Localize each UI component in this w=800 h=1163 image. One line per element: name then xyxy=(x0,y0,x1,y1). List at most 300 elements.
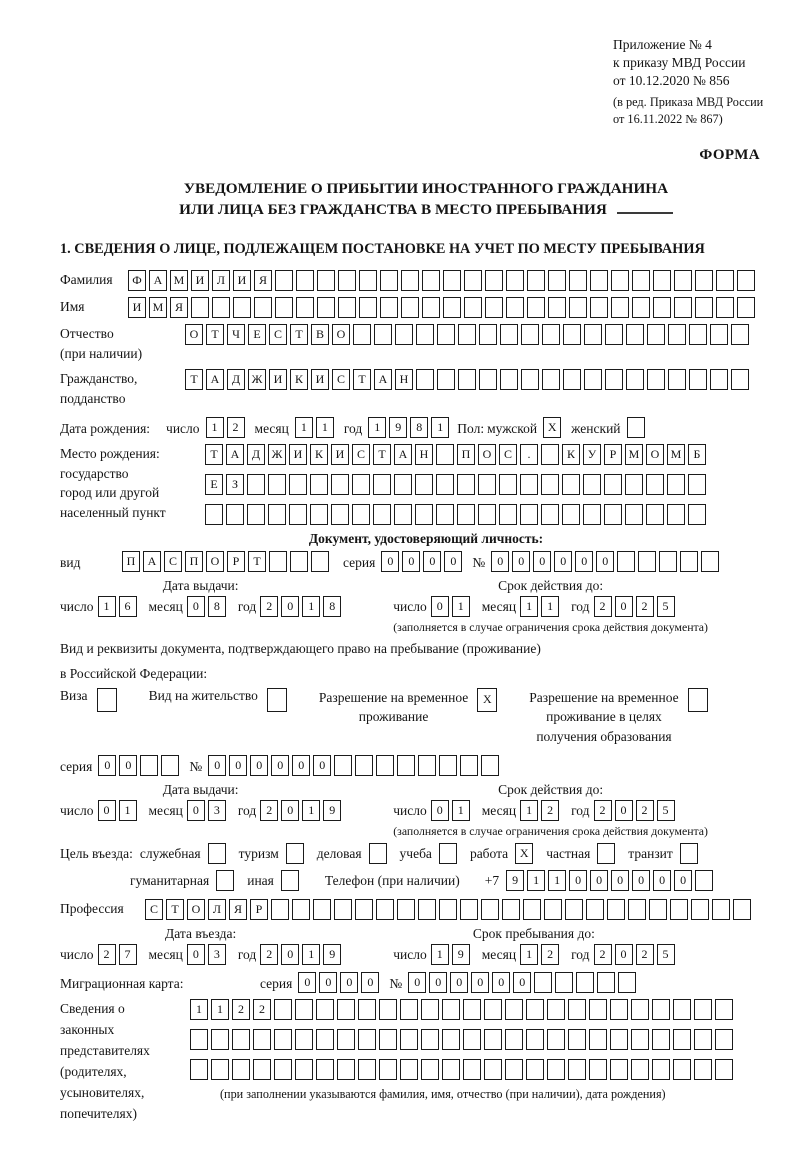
char-box[interactable]: 1 xyxy=(295,417,313,438)
char-box[interactable] xyxy=(212,297,230,318)
char-box[interactable]: А xyxy=(226,444,244,465)
char-box[interactable]: 1 xyxy=(548,870,566,891)
char-box[interactable]: 2 xyxy=(594,944,612,965)
char-box[interactable]: Ж xyxy=(248,369,266,390)
char-box[interactable] xyxy=(584,369,602,390)
char-box[interactable]: К xyxy=(310,444,328,465)
char-box[interactable] xyxy=(394,474,412,495)
char-box[interactable]: 5 xyxy=(657,596,675,617)
char-box[interactable]: 3 xyxy=(208,944,226,965)
char-box[interactable]: Е xyxy=(205,474,223,495)
char-box[interactable] xyxy=(673,1029,691,1050)
char-box[interactable] xyxy=(415,474,433,495)
char-box[interactable]: 0 xyxy=(402,551,420,572)
char-box[interactable]: 8 xyxy=(208,596,226,617)
char-box[interactable] xyxy=(484,999,502,1020)
char-box[interactable] xyxy=(281,870,299,891)
char-box[interactable]: 1 xyxy=(302,596,320,617)
char-box[interactable] xyxy=(290,551,308,572)
purpose-transit-checkbox[interactable] xyxy=(680,843,698,864)
char-box[interactable]: 2 xyxy=(594,596,612,617)
char-box[interactable] xyxy=(460,755,478,776)
char-box[interactable] xyxy=(205,504,223,525)
char-box[interactable] xyxy=(379,999,397,1020)
char-box[interactable]: И xyxy=(128,297,146,318)
char-box[interactable] xyxy=(689,324,707,345)
char-box[interactable]: 1 xyxy=(452,596,470,617)
char-box[interactable]: 0 xyxy=(98,755,116,776)
char-box[interactable] xyxy=(331,474,349,495)
char-box[interactable] xyxy=(437,369,455,390)
char-box[interactable]: Т xyxy=(248,551,266,572)
char-box[interactable]: 5 xyxy=(657,944,675,965)
char-box[interactable]: С xyxy=(269,324,287,345)
char-box[interactable] xyxy=(659,551,677,572)
char-box[interactable] xyxy=(628,899,646,920)
char-box[interactable] xyxy=(646,474,664,495)
char-box[interactable] xyxy=(355,755,373,776)
char-box[interactable]: 0 xyxy=(653,870,671,891)
char-box[interactable] xyxy=(631,1029,649,1050)
char-box[interactable]: Р xyxy=(604,444,622,465)
char-box[interactable] xyxy=(353,324,371,345)
char-box[interactable] xyxy=(268,474,286,495)
char-box[interactable]: Т xyxy=(353,369,371,390)
purpose-humanitarian-checkbox[interactable] xyxy=(216,870,234,891)
char-box[interactable] xyxy=(542,369,560,390)
char-box[interactable]: 6 xyxy=(119,596,137,617)
char-box[interactable] xyxy=(442,1029,460,1050)
char-box[interactable] xyxy=(208,843,226,864)
char-box[interactable] xyxy=(191,297,209,318)
char-box[interactable] xyxy=(534,972,552,993)
char-box[interactable] xyxy=(590,297,608,318)
char-box[interactable] xyxy=(638,551,656,572)
char-box[interactable]: О xyxy=(206,551,224,572)
char-box[interactable] xyxy=(589,1029,607,1050)
char-box[interactable] xyxy=(649,899,667,920)
char-box[interactable]: 0 xyxy=(281,596,299,617)
char-box[interactable]: 2 xyxy=(541,800,559,821)
char-box[interactable] xyxy=(458,324,476,345)
char-box[interactable]: 0 xyxy=(408,972,426,993)
char-box[interactable] xyxy=(688,504,706,525)
char-box[interactable]: П xyxy=(185,551,203,572)
char-box[interactable] xyxy=(563,369,581,390)
char-box[interactable]: . xyxy=(520,444,538,465)
char-box[interactable] xyxy=(443,270,461,291)
char-box[interactable]: 9 xyxy=(506,870,524,891)
char-box[interactable]: 7 xyxy=(119,944,137,965)
char-box[interactable] xyxy=(499,474,517,495)
char-box[interactable] xyxy=(547,999,565,1020)
char-box[interactable] xyxy=(460,899,478,920)
char-box[interactable] xyxy=(667,504,685,525)
char-box[interactable] xyxy=(485,297,503,318)
char-box[interactable] xyxy=(253,1059,271,1080)
char-box[interactable] xyxy=(457,504,475,525)
char-box[interactable] xyxy=(140,755,158,776)
char-box[interactable] xyxy=(541,444,559,465)
char-box[interactable] xyxy=(589,999,607,1020)
char-box[interactable]: М xyxy=(170,270,188,291)
sex-male-checkbox[interactable] xyxy=(543,417,561,438)
char-box[interactable] xyxy=(625,474,643,495)
char-box[interactable]: 0 xyxy=(431,800,449,821)
char-box[interactable]: Т xyxy=(205,444,223,465)
char-box[interactable]: 2 xyxy=(227,417,245,438)
purpose-tourism-checkbox[interactable] xyxy=(286,843,304,864)
char-box[interactable] xyxy=(565,899,583,920)
char-box[interactable]: Е xyxy=(248,324,266,345)
char-box[interactable] xyxy=(463,999,481,1020)
purpose-work-checkbox[interactable] xyxy=(515,843,533,864)
char-box[interactable] xyxy=(563,324,581,345)
char-box[interactable]: 2 xyxy=(260,944,278,965)
char-box[interactable]: А xyxy=(143,551,161,572)
char-box[interactable] xyxy=(439,843,457,864)
char-box[interactable] xyxy=(694,999,712,1020)
char-box[interactable]: 0 xyxy=(271,755,289,776)
char-box[interactable] xyxy=(611,270,629,291)
char-box[interactable]: 1 xyxy=(520,944,538,965)
char-box[interactable] xyxy=(274,999,292,1020)
char-box[interactable]: 1 xyxy=(431,944,449,965)
char-box[interactable]: Т xyxy=(290,324,308,345)
char-box[interactable] xyxy=(526,999,544,1020)
char-box[interactable] xyxy=(334,899,352,920)
char-box[interactable] xyxy=(274,1029,292,1050)
char-box[interactable]: 0 xyxy=(281,944,299,965)
char-box[interactable] xyxy=(604,474,622,495)
char-box[interactable]: Ч xyxy=(227,324,245,345)
char-box[interactable]: Л xyxy=(212,270,230,291)
char-box[interactable]: 0 xyxy=(450,972,468,993)
char-box[interactable] xyxy=(607,899,625,920)
char-box[interactable]: 0 xyxy=(674,870,692,891)
char-box[interactable]: Ж xyxy=(268,444,286,465)
char-box[interactable] xyxy=(379,1029,397,1050)
char-box[interactable]: Л xyxy=(208,899,226,920)
char-box[interactable] xyxy=(296,297,314,318)
char-box[interactable] xyxy=(715,1059,733,1080)
char-box[interactable] xyxy=(478,504,496,525)
char-box[interactable] xyxy=(680,551,698,572)
char-box[interactable]: О xyxy=(332,324,350,345)
char-box[interactable] xyxy=(631,999,649,1020)
char-box[interactable]: 8 xyxy=(410,417,428,438)
char-box[interactable]: И xyxy=(269,369,287,390)
char-box[interactable] xyxy=(373,474,391,495)
char-box[interactable]: У xyxy=(583,444,601,465)
char-box[interactable] xyxy=(688,474,706,495)
char-box[interactable] xyxy=(394,504,412,525)
char-box[interactable]: 1 xyxy=(211,999,229,1020)
char-box[interactable] xyxy=(604,504,622,525)
char-box[interactable] xyxy=(521,324,539,345)
char-box[interactable] xyxy=(379,1059,397,1080)
char-box[interactable] xyxy=(463,1029,481,1050)
char-box[interactable] xyxy=(161,755,179,776)
char-box[interactable]: О xyxy=(185,324,203,345)
char-box[interactable] xyxy=(733,899,751,920)
char-box[interactable] xyxy=(715,999,733,1020)
char-box[interactable]: О xyxy=(478,444,496,465)
char-box[interactable] xyxy=(694,1059,712,1080)
char-box[interactable]: М xyxy=(667,444,685,465)
char-box[interactable] xyxy=(275,270,293,291)
residence-permit-checkbox[interactable] xyxy=(267,688,287,712)
char-box[interactable] xyxy=(610,999,628,1020)
char-box[interactable]: Т xyxy=(206,324,224,345)
char-box[interactable]: 1 xyxy=(527,870,545,891)
char-box[interactable] xyxy=(334,755,352,776)
char-box[interactable] xyxy=(458,369,476,390)
char-box[interactable]: 1 xyxy=(316,417,334,438)
char-box[interactable] xyxy=(271,899,289,920)
char-box[interactable] xyxy=(400,999,418,1020)
char-box[interactable]: 0 xyxy=(187,944,205,965)
char-box[interactable] xyxy=(316,1059,334,1080)
char-box[interactable] xyxy=(541,504,559,525)
char-box[interactable] xyxy=(358,1029,376,1050)
char-box[interactable]: Н xyxy=(415,444,433,465)
char-box[interactable]: 2 xyxy=(232,999,250,1020)
char-box[interactable]: П xyxy=(457,444,475,465)
char-box[interactable]: Т xyxy=(373,444,391,465)
char-box[interactable] xyxy=(605,369,623,390)
char-box[interactable] xyxy=(541,474,559,495)
char-box[interactable] xyxy=(269,551,287,572)
char-box[interactable] xyxy=(395,324,413,345)
char-box[interactable] xyxy=(437,324,455,345)
char-box[interactable]: 2 xyxy=(636,944,654,965)
char-box[interactable] xyxy=(527,297,545,318)
char-box[interactable]: 0 xyxy=(208,755,226,776)
char-box[interactable] xyxy=(464,297,482,318)
char-box[interactable] xyxy=(689,369,707,390)
char-box[interactable]: 2 xyxy=(260,800,278,821)
char-box[interactable] xyxy=(397,899,415,920)
char-box[interactable] xyxy=(716,297,734,318)
char-box[interactable]: X xyxy=(477,688,497,712)
char-box[interactable]: 2 xyxy=(253,999,271,1020)
char-box[interactable]: В xyxy=(311,324,329,345)
char-box[interactable]: 0 xyxy=(187,800,205,821)
char-box[interactable]: 2 xyxy=(541,944,559,965)
char-box[interactable] xyxy=(737,297,755,318)
char-box[interactable] xyxy=(296,270,314,291)
char-box[interactable] xyxy=(232,1059,250,1080)
char-box[interactable]: 9 xyxy=(323,944,341,965)
char-box[interactable] xyxy=(418,755,436,776)
char-box[interactable]: 0 xyxy=(313,755,331,776)
char-box[interactable] xyxy=(652,1059,670,1080)
char-box[interactable] xyxy=(337,999,355,1020)
char-box[interactable] xyxy=(618,972,636,993)
char-box[interactable] xyxy=(401,270,419,291)
char-box[interactable] xyxy=(317,270,335,291)
char-box[interactable]: Т xyxy=(166,899,184,920)
char-box[interactable] xyxy=(627,417,645,438)
char-box[interactable]: Д xyxy=(247,444,265,465)
char-box[interactable]: Р xyxy=(250,899,268,920)
char-box[interactable]: 0 xyxy=(611,870,629,891)
char-box[interactable] xyxy=(548,270,566,291)
char-box[interactable]: Я xyxy=(229,899,247,920)
char-box[interactable]: Н xyxy=(395,369,413,390)
char-box[interactable]: 0 xyxy=(596,551,614,572)
char-box[interactable] xyxy=(653,297,671,318)
char-box[interactable]: 1 xyxy=(368,417,386,438)
char-box[interactable] xyxy=(416,369,434,390)
char-box[interactable] xyxy=(400,1029,418,1050)
char-box[interactable]: 0 xyxy=(319,972,337,993)
char-box[interactable] xyxy=(422,297,440,318)
temp-permit-checkbox[interactable] xyxy=(477,688,497,712)
char-box[interactable]: 9 xyxy=(323,800,341,821)
char-box[interactable] xyxy=(502,899,520,920)
char-box[interactable] xyxy=(526,1029,544,1050)
char-box[interactable] xyxy=(695,270,713,291)
char-box[interactable]: П xyxy=(122,551,140,572)
char-box[interactable]: 0 xyxy=(361,972,379,993)
char-box[interactable]: О xyxy=(187,899,205,920)
char-box[interactable] xyxy=(373,504,391,525)
char-box[interactable] xyxy=(289,474,307,495)
char-box[interactable]: 2 xyxy=(636,800,654,821)
char-box[interactable] xyxy=(632,297,650,318)
char-box[interactable]: 1 xyxy=(302,800,320,821)
char-box[interactable] xyxy=(443,297,461,318)
char-box[interactable]: X xyxy=(515,843,533,864)
char-box[interactable] xyxy=(576,972,594,993)
char-box[interactable]: 0 xyxy=(471,972,489,993)
char-box[interactable] xyxy=(416,324,434,345)
char-box[interactable]: X xyxy=(543,417,561,438)
char-box[interactable]: 1 xyxy=(452,800,470,821)
char-box[interactable] xyxy=(605,324,623,345)
char-box[interactable] xyxy=(673,999,691,1020)
char-box[interactable] xyxy=(667,474,685,495)
char-box[interactable]: 9 xyxy=(389,417,407,438)
visa-checkbox[interactable] xyxy=(97,688,117,712)
char-box[interactable] xyxy=(295,1059,313,1080)
char-box[interactable] xyxy=(484,1059,502,1080)
char-box[interactable] xyxy=(521,369,539,390)
char-box[interactable] xyxy=(712,899,730,920)
char-box[interactable] xyxy=(436,474,454,495)
char-box[interactable]: Р xyxy=(227,551,245,572)
char-box[interactable]: 0 xyxy=(444,551,462,572)
char-box[interactable] xyxy=(352,504,370,525)
char-box[interactable] xyxy=(232,1029,250,1050)
char-box[interactable]: 0 xyxy=(512,551,530,572)
char-box[interactable] xyxy=(233,297,251,318)
char-box[interactable] xyxy=(216,870,234,891)
char-box[interactable]: И xyxy=(331,444,349,465)
char-box[interactable]: 0 xyxy=(615,944,633,965)
char-box[interactable] xyxy=(710,324,728,345)
char-box[interactable]: М xyxy=(149,297,167,318)
char-box[interactable] xyxy=(506,270,524,291)
purpose-business-checkbox[interactable] xyxy=(369,843,387,864)
sex-female-checkbox[interactable] xyxy=(627,417,645,438)
char-box[interactable] xyxy=(569,297,587,318)
char-box[interactable]: А xyxy=(149,270,167,291)
char-box[interactable] xyxy=(481,899,499,920)
char-box[interactable]: 3 xyxy=(208,800,226,821)
char-box[interactable] xyxy=(544,899,562,920)
char-box[interactable]: 1 xyxy=(206,417,224,438)
char-box[interactable]: 1 xyxy=(520,596,538,617)
char-box[interactable] xyxy=(668,369,686,390)
char-box[interactable]: 0 xyxy=(98,800,116,821)
char-box[interactable]: О xyxy=(646,444,664,465)
char-box[interactable] xyxy=(369,843,387,864)
char-box[interactable] xyxy=(338,297,356,318)
char-box[interactable]: А xyxy=(394,444,412,465)
char-box[interactable] xyxy=(442,1059,460,1080)
char-box[interactable] xyxy=(653,270,671,291)
char-box[interactable] xyxy=(617,551,635,572)
char-box[interactable] xyxy=(505,1059,523,1080)
char-box[interactable] xyxy=(505,1029,523,1050)
char-box[interactable] xyxy=(694,1029,712,1050)
char-box[interactable]: 0 xyxy=(554,551,572,572)
char-box[interactable] xyxy=(463,1059,481,1080)
char-box[interactable] xyxy=(352,474,370,495)
char-box[interactable] xyxy=(597,843,615,864)
char-box[interactable]: 0 xyxy=(429,972,447,993)
char-box[interactable]: 1 xyxy=(520,800,538,821)
char-box[interactable] xyxy=(710,369,728,390)
char-box[interactable]: А xyxy=(374,369,392,390)
char-box[interactable] xyxy=(647,324,665,345)
char-box[interactable]: М xyxy=(625,444,643,465)
char-box[interactable] xyxy=(500,369,518,390)
purpose-official-checkbox[interactable] xyxy=(208,843,226,864)
char-box[interactable] xyxy=(625,504,643,525)
char-box[interactable]: 0 xyxy=(229,755,247,776)
char-box[interactable] xyxy=(652,999,670,1020)
char-box[interactable]: Д xyxy=(227,369,245,390)
char-box[interactable] xyxy=(520,474,538,495)
char-box[interactable] xyxy=(317,297,335,318)
char-box[interactable]: 1 xyxy=(98,596,116,617)
char-box[interactable] xyxy=(253,1029,271,1050)
purpose-private-checkbox[interactable] xyxy=(597,843,615,864)
char-box[interactable] xyxy=(442,999,460,1020)
char-box[interactable] xyxy=(673,1059,691,1080)
char-box[interactable] xyxy=(397,755,415,776)
char-box[interactable]: 0 xyxy=(590,870,608,891)
char-box[interactable]: 0 xyxy=(491,551,509,572)
char-box[interactable] xyxy=(421,1059,439,1080)
char-box[interactable]: 2 xyxy=(260,596,278,617)
edu-permit-checkbox[interactable] xyxy=(688,688,708,712)
char-box[interactable] xyxy=(274,1059,292,1080)
char-box[interactable] xyxy=(731,324,749,345)
char-box[interactable]: С xyxy=(332,369,350,390)
char-box[interactable] xyxy=(247,474,265,495)
char-box[interactable]: С xyxy=(352,444,370,465)
char-box[interactable] xyxy=(610,1059,628,1080)
char-box[interactable]: И xyxy=(191,270,209,291)
char-box[interactable]: 2 xyxy=(98,944,116,965)
char-box[interactable]: С xyxy=(145,899,163,920)
char-box[interactable] xyxy=(479,324,497,345)
